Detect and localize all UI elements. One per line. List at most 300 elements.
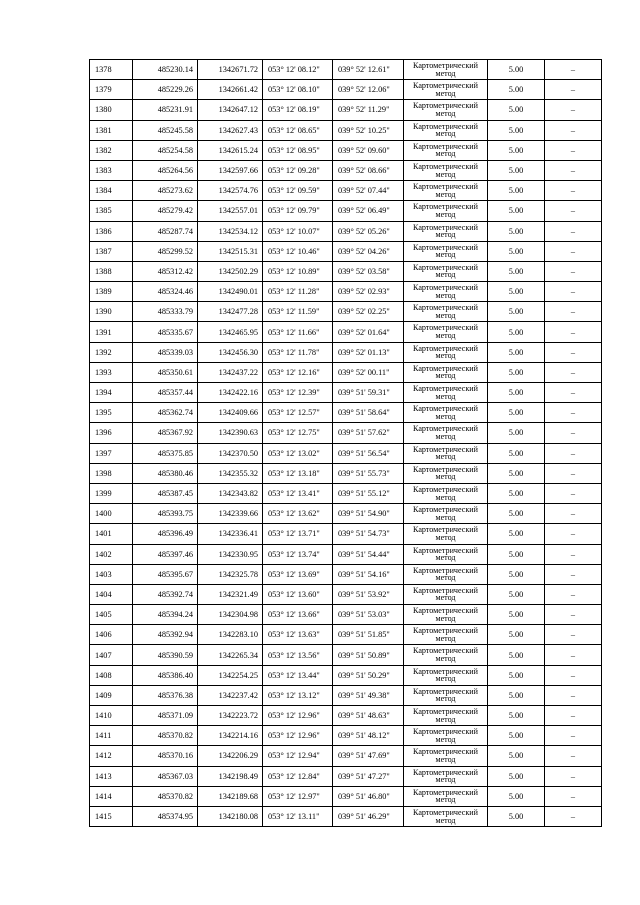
y-coordinate-cell: 1342390.63 bbox=[198, 423, 263, 443]
latitude-cell: 053° 12' 13.11" bbox=[263, 806, 333, 826]
longitude-cell: 039° 52' 08.66" bbox=[333, 160, 404, 180]
x-coordinate-cell: 485230.14 bbox=[133, 60, 198, 80]
longitude-cell: 039° 51' 54.73" bbox=[333, 524, 404, 544]
y-coordinate-cell: 1342343.82 bbox=[198, 483, 263, 503]
latitude-cell: 053° 12' 13.18" bbox=[263, 463, 333, 483]
x-coordinate-cell: 485229.26 bbox=[133, 80, 198, 100]
x-coordinate-cell: 485339.03 bbox=[133, 342, 198, 362]
x-coordinate-cell: 485394.24 bbox=[133, 605, 198, 625]
table-row bbox=[90, 362, 602, 382]
x-coordinate-cell: 485370.82 bbox=[133, 726, 198, 746]
precision-cell: 5.00 bbox=[488, 160, 545, 180]
note-cell: – bbox=[545, 665, 602, 685]
method-cell: Картометрический метод bbox=[404, 261, 488, 281]
point-number-cell: 1389 bbox=[90, 282, 133, 302]
table-row bbox=[90, 302, 602, 322]
precision-cell: 5.00 bbox=[488, 201, 545, 221]
precision-cell: 5.00 bbox=[488, 605, 545, 625]
latitude-cell: 053° 12' 09.79" bbox=[263, 201, 333, 221]
table-row bbox=[90, 140, 602, 160]
method-cell: Картометрический метод bbox=[404, 322, 488, 342]
note-cell: – bbox=[545, 160, 602, 180]
point-number-cell: 1412 bbox=[90, 746, 133, 766]
note-cell: – bbox=[545, 746, 602, 766]
point-number-cell: 1407 bbox=[90, 645, 133, 665]
latitude-cell: 053° 12' 12.75" bbox=[263, 423, 333, 443]
method-cell: Картометрический метод bbox=[404, 201, 488, 221]
table-row bbox=[90, 443, 602, 463]
latitude-cell: 053° 12' 11.78" bbox=[263, 342, 333, 362]
table-row bbox=[90, 483, 602, 503]
table-row bbox=[90, 504, 602, 524]
longitude-cell: 039° 51' 54.44" bbox=[333, 544, 404, 564]
note-cell: – bbox=[545, 60, 602, 80]
y-coordinate-cell: 1342574.76 bbox=[198, 181, 263, 201]
method-cell: Картометрический метод bbox=[404, 383, 488, 403]
point-number-cell: 1392 bbox=[90, 342, 133, 362]
method-cell: Картометрический метод bbox=[404, 524, 488, 544]
x-coordinate-cell: 485392.94 bbox=[133, 625, 198, 645]
point-number-cell: 1403 bbox=[90, 564, 133, 584]
precision-cell: 5.00 bbox=[488, 241, 545, 261]
point-number-cell: 1381 bbox=[90, 120, 133, 140]
y-coordinate-cell: 1342422.16 bbox=[198, 383, 263, 403]
y-coordinate-cell: 1342325.78 bbox=[198, 564, 263, 584]
point-number-cell: 1379 bbox=[90, 80, 133, 100]
note-cell: – bbox=[545, 362, 602, 382]
method-cell: Картометрический метод bbox=[404, 140, 488, 160]
longitude-cell: 039° 52' 02.93" bbox=[333, 282, 404, 302]
method-cell: Картометрический метод bbox=[404, 160, 488, 180]
latitude-cell: 053° 12' 10.89" bbox=[263, 261, 333, 281]
y-coordinate-cell: 1342557.01 bbox=[198, 201, 263, 221]
note-cell: – bbox=[545, 322, 602, 342]
latitude-cell: 053° 12' 13.44" bbox=[263, 665, 333, 685]
precision-cell: 5.00 bbox=[488, 706, 545, 726]
note-cell: – bbox=[545, 241, 602, 261]
note-cell: – bbox=[545, 564, 602, 584]
precision-cell: 5.00 bbox=[488, 564, 545, 584]
note-cell: – bbox=[545, 605, 602, 625]
latitude-cell: 053° 12' 13.63" bbox=[263, 625, 333, 645]
table-row bbox=[90, 282, 602, 302]
note-cell: – bbox=[545, 706, 602, 726]
x-coordinate-cell: 485279.42 bbox=[133, 201, 198, 221]
longitude-cell: 039° 52' 06.49" bbox=[333, 201, 404, 221]
point-number-cell: 1404 bbox=[90, 584, 133, 604]
y-coordinate-cell: 1342490.01 bbox=[198, 282, 263, 302]
method-cell: Картометрический метод bbox=[404, 806, 488, 826]
precision-cell: 5.00 bbox=[488, 261, 545, 281]
note-cell: – bbox=[545, 625, 602, 645]
method-cell: Картометрический метод bbox=[404, 181, 488, 201]
method-cell: Картометрический метод bbox=[404, 605, 488, 625]
longitude-cell: 039° 51' 47.69" bbox=[333, 746, 404, 766]
note-cell: – bbox=[545, 766, 602, 786]
method-cell: Картометрический метод bbox=[404, 625, 488, 645]
method-cell: Картометрический метод bbox=[404, 100, 488, 120]
point-number-cell: 1409 bbox=[90, 685, 133, 705]
longitude-cell: 039° 51' 58.64" bbox=[333, 403, 404, 423]
longitude-cell: 039° 51' 47.27" bbox=[333, 766, 404, 786]
point-number-cell: 1387 bbox=[90, 241, 133, 261]
method-cell: Картометрический метод bbox=[404, 463, 488, 483]
table-row bbox=[90, 120, 602, 140]
latitude-cell: 053° 12' 12.39" bbox=[263, 383, 333, 403]
longitude-cell: 039° 51' 55.12" bbox=[333, 483, 404, 503]
latitude-cell: 053° 12' 11.28" bbox=[263, 282, 333, 302]
point-number-cell: 1388 bbox=[90, 261, 133, 281]
point-number-cell: 1399 bbox=[90, 483, 133, 503]
latitude-cell: 053° 12' 12.57" bbox=[263, 403, 333, 423]
y-coordinate-cell: 1342647.12 bbox=[198, 100, 263, 120]
table-row bbox=[90, 706, 602, 726]
note-cell: – bbox=[545, 584, 602, 604]
table-row bbox=[90, 261, 602, 281]
latitude-cell: 053° 12' 13.41" bbox=[263, 483, 333, 503]
note-cell: – bbox=[545, 201, 602, 221]
x-coordinate-cell: 485396.49 bbox=[133, 524, 198, 544]
latitude-cell: 053° 12' 10.46" bbox=[263, 241, 333, 261]
note-cell: – bbox=[545, 524, 602, 544]
method-cell: Картометрический метод bbox=[404, 584, 488, 604]
y-coordinate-cell: 1342189.68 bbox=[198, 786, 263, 806]
point-number-cell: 1406 bbox=[90, 625, 133, 645]
longitude-cell: 039° 51' 53.03" bbox=[333, 605, 404, 625]
latitude-cell: 053° 12' 13.02" bbox=[263, 443, 333, 463]
longitude-cell: 039° 51' 57.62" bbox=[333, 423, 404, 443]
x-coordinate-cell: 485367.03 bbox=[133, 766, 198, 786]
precision-cell: 5.00 bbox=[488, 524, 545, 544]
latitude-cell: 053° 12' 09.59" bbox=[263, 181, 333, 201]
table-row bbox=[90, 181, 602, 201]
x-coordinate-cell: 485392.74 bbox=[133, 584, 198, 604]
table-row bbox=[90, 423, 602, 443]
longitude-cell: 039° 51' 48.12" bbox=[333, 726, 404, 746]
x-coordinate-cell: 485380.46 bbox=[133, 463, 198, 483]
y-coordinate-cell: 1342180.08 bbox=[198, 806, 263, 826]
y-coordinate-cell: 1342465.95 bbox=[198, 322, 263, 342]
table-row bbox=[90, 383, 602, 403]
precision-cell: 5.00 bbox=[488, 383, 545, 403]
precision-cell: 5.00 bbox=[488, 665, 545, 685]
y-coordinate-cell: 1342321.49 bbox=[198, 584, 263, 604]
point-number-cell: 1400 bbox=[90, 504, 133, 524]
point-number-cell: 1386 bbox=[90, 221, 133, 241]
point-number-cell: 1402 bbox=[90, 544, 133, 564]
x-coordinate-cell: 485374.95 bbox=[133, 806, 198, 826]
table-row bbox=[90, 342, 602, 362]
precision-cell: 5.00 bbox=[488, 100, 545, 120]
method-cell: Картометрический метод bbox=[404, 786, 488, 806]
point-number-cell: 1378 bbox=[90, 60, 133, 80]
note-cell: – bbox=[545, 383, 602, 403]
table-row bbox=[90, 564, 602, 584]
y-coordinate-cell: 1342661.42 bbox=[198, 80, 263, 100]
y-coordinate-cell: 1342339.66 bbox=[198, 504, 263, 524]
latitude-cell: 053° 12' 12.96" bbox=[263, 726, 333, 746]
longitude-cell: 039° 52' 09.60" bbox=[333, 140, 404, 160]
method-cell: Картометрический метод bbox=[404, 80, 488, 100]
x-coordinate-cell: 485254.58 bbox=[133, 140, 198, 160]
note-cell: – bbox=[545, 463, 602, 483]
longitude-cell: 039° 51' 48.63" bbox=[333, 706, 404, 726]
table-row bbox=[90, 463, 602, 483]
x-coordinate-cell: 485397.46 bbox=[133, 544, 198, 564]
y-coordinate-cell: 1342355.32 bbox=[198, 463, 263, 483]
note-cell: – bbox=[545, 483, 602, 503]
point-number-cell: 1390 bbox=[90, 302, 133, 322]
precision-cell: 5.00 bbox=[488, 786, 545, 806]
precision-cell: 5.00 bbox=[488, 403, 545, 423]
latitude-cell: 053° 12' 12.97" bbox=[263, 786, 333, 806]
precision-cell: 5.00 bbox=[488, 80, 545, 100]
table-row bbox=[90, 160, 602, 180]
table-row bbox=[90, 605, 602, 625]
y-coordinate-cell: 1342237.42 bbox=[198, 685, 263, 705]
method-cell: Картометрический метод bbox=[404, 282, 488, 302]
x-coordinate-cell: 485324.46 bbox=[133, 282, 198, 302]
x-coordinate-cell: 485287.74 bbox=[133, 221, 198, 241]
table-row bbox=[90, 221, 602, 241]
y-coordinate-cell: 1342223.72 bbox=[198, 706, 263, 726]
y-coordinate-cell: 1342534.12 bbox=[198, 221, 263, 241]
y-coordinate-cell: 1342336.41 bbox=[198, 524, 263, 544]
method-cell: Картометрический метод bbox=[404, 221, 488, 241]
table-row bbox=[90, 60, 602, 80]
note-cell: – bbox=[545, 645, 602, 665]
point-number-cell: 1393 bbox=[90, 362, 133, 382]
x-coordinate-cell: 485350.61 bbox=[133, 362, 198, 382]
precision-cell: 5.00 bbox=[488, 60, 545, 80]
note-cell: – bbox=[545, 806, 602, 826]
method-cell: Картометрический метод bbox=[404, 241, 488, 261]
y-coordinate-cell: 1342370.50 bbox=[198, 443, 263, 463]
y-coordinate-cell: 1342515.31 bbox=[198, 241, 263, 261]
table-row bbox=[90, 524, 602, 544]
table-row bbox=[90, 806, 602, 826]
x-coordinate-cell: 485333.79 bbox=[133, 302, 198, 322]
y-coordinate-cell: 1342477.28 bbox=[198, 302, 263, 322]
table-row bbox=[90, 100, 602, 120]
note-cell: – bbox=[545, 403, 602, 423]
method-cell: Картометрический метод bbox=[404, 685, 488, 705]
method-cell: Картометрический метод bbox=[404, 120, 488, 140]
note-cell: – bbox=[545, 302, 602, 322]
longitude-cell: 039° 52' 01.64" bbox=[333, 322, 404, 342]
point-number-cell: 1380 bbox=[90, 100, 133, 120]
longitude-cell: 039° 51' 56.54" bbox=[333, 443, 404, 463]
x-coordinate-cell: 485357.44 bbox=[133, 383, 198, 403]
table-row bbox=[90, 645, 602, 665]
table-row bbox=[90, 685, 602, 705]
y-coordinate-cell: 1342437.22 bbox=[198, 362, 263, 382]
precision-cell: 5.00 bbox=[488, 362, 545, 382]
longitude-cell: 039° 51' 54.16" bbox=[333, 564, 404, 584]
note-cell: – bbox=[545, 504, 602, 524]
latitude-cell: 053° 12' 13.60" bbox=[263, 584, 333, 604]
x-coordinate-cell: 485362.74 bbox=[133, 403, 198, 423]
precision-cell: 5.00 bbox=[488, 140, 545, 160]
longitude-cell: 039° 51' 54.90" bbox=[333, 504, 404, 524]
method-cell: Картометрический метод bbox=[404, 443, 488, 463]
table-row bbox=[90, 241, 602, 261]
x-coordinate-cell: 485376.38 bbox=[133, 685, 198, 705]
precision-cell: 5.00 bbox=[488, 423, 545, 443]
x-coordinate-cell: 485273.62 bbox=[133, 181, 198, 201]
y-coordinate-cell: 1342409.66 bbox=[198, 403, 263, 423]
latitude-cell: 053° 12' 12.94" bbox=[263, 746, 333, 766]
note-cell: – bbox=[545, 786, 602, 806]
longitude-cell: 039° 52' 05.26" bbox=[333, 221, 404, 241]
precision-cell: 5.00 bbox=[488, 443, 545, 463]
longitude-cell: 039° 52' 02.25" bbox=[333, 302, 404, 322]
latitude-cell: 053° 12' 08.19" bbox=[263, 100, 333, 120]
x-coordinate-cell: 485371.09 bbox=[133, 706, 198, 726]
latitude-cell: 053° 12' 13.71" bbox=[263, 524, 333, 544]
longitude-cell: 039° 52' 10.25" bbox=[333, 120, 404, 140]
method-cell: Картометрический метод bbox=[404, 60, 488, 80]
longitude-cell: 039° 52' 12.06" bbox=[333, 80, 404, 100]
longitude-cell: 039° 51' 50.89" bbox=[333, 645, 404, 665]
precision-cell: 5.00 bbox=[488, 685, 545, 705]
note-cell: – bbox=[545, 726, 602, 746]
note-cell: – bbox=[545, 221, 602, 241]
method-cell: Картометрический метод bbox=[404, 544, 488, 564]
precision-cell: 5.00 bbox=[488, 766, 545, 786]
method-cell: Картометрический метод bbox=[404, 403, 488, 423]
precision-cell: 5.00 bbox=[488, 463, 545, 483]
y-coordinate-cell: 1342304.98 bbox=[198, 605, 263, 625]
point-number-cell: 1398 bbox=[90, 463, 133, 483]
table-row bbox=[90, 625, 602, 645]
table-row bbox=[90, 746, 602, 766]
latitude-cell: 053° 12' 08.95" bbox=[263, 140, 333, 160]
point-number-cell: 1396 bbox=[90, 423, 133, 443]
latitude-cell: 053° 12' 13.66" bbox=[263, 605, 333, 625]
longitude-cell: 039° 51' 46.80" bbox=[333, 786, 404, 806]
point-number-cell: 1384 bbox=[90, 181, 133, 201]
method-cell: Картометрический метод bbox=[404, 645, 488, 665]
point-number-cell: 1391 bbox=[90, 322, 133, 342]
x-coordinate-cell: 485245.58 bbox=[133, 120, 198, 140]
longitude-cell: 039° 52' 12.61" bbox=[333, 60, 404, 80]
note-cell: – bbox=[545, 261, 602, 281]
x-coordinate-cell: 485390.59 bbox=[133, 645, 198, 665]
precision-cell: 5.00 bbox=[488, 584, 545, 604]
y-coordinate-cell: 1342456.30 bbox=[198, 342, 263, 362]
table-row bbox=[90, 80, 602, 100]
longitude-cell: 039° 52' 00.11" bbox=[333, 362, 404, 382]
x-coordinate-cell: 485395.67 bbox=[133, 564, 198, 584]
precision-cell: 5.00 bbox=[488, 645, 545, 665]
table-row bbox=[90, 403, 602, 423]
latitude-cell: 053° 12' 13.56" bbox=[263, 645, 333, 665]
x-coordinate-cell: 485312.42 bbox=[133, 261, 198, 281]
note-cell: – bbox=[545, 120, 602, 140]
x-coordinate-cell: 485335.67 bbox=[133, 322, 198, 342]
longitude-cell: 039° 52' 03.58" bbox=[333, 261, 404, 281]
note-cell: – bbox=[545, 544, 602, 564]
point-number-cell: 1408 bbox=[90, 665, 133, 685]
precision-cell: 5.00 bbox=[488, 726, 545, 746]
y-coordinate-cell: 1342615.24 bbox=[198, 140, 263, 160]
precision-cell: 5.00 bbox=[488, 746, 545, 766]
precision-cell: 5.00 bbox=[488, 181, 545, 201]
point-number-cell: 1383 bbox=[90, 160, 133, 180]
point-number-cell: 1410 bbox=[90, 706, 133, 726]
table-row bbox=[90, 201, 602, 221]
latitude-cell: 053° 12' 13.12" bbox=[263, 685, 333, 705]
note-cell: – bbox=[545, 685, 602, 705]
x-coordinate-cell: 485299.52 bbox=[133, 241, 198, 261]
x-coordinate-cell: 485367.92 bbox=[133, 423, 198, 443]
method-cell: Картометрический метод bbox=[404, 483, 488, 503]
latitude-cell: 053° 12' 08.65" bbox=[263, 120, 333, 140]
y-coordinate-cell: 1342198.49 bbox=[198, 766, 263, 786]
latitude-cell: 053° 12' 09.28" bbox=[263, 160, 333, 180]
y-coordinate-cell: 1342283.10 bbox=[198, 625, 263, 645]
table-row bbox=[90, 766, 602, 786]
precision-cell: 5.00 bbox=[488, 504, 545, 524]
latitude-cell: 053° 12' 11.66" bbox=[263, 322, 333, 342]
y-coordinate-cell: 1342627.43 bbox=[198, 120, 263, 140]
longitude-cell: 039° 51' 59.31" bbox=[333, 383, 404, 403]
y-coordinate-cell: 1342502.29 bbox=[198, 261, 263, 281]
method-cell: Картометрический метод bbox=[404, 746, 488, 766]
precision-cell: 5.00 bbox=[488, 806, 545, 826]
longitude-cell: 039° 51' 49.38" bbox=[333, 685, 404, 705]
coordinates-table bbox=[89, 59, 602, 827]
note-cell: – bbox=[545, 181, 602, 201]
x-coordinate-cell: 485387.45 bbox=[133, 483, 198, 503]
point-number-cell: 1395 bbox=[90, 403, 133, 423]
latitude-cell: 053° 12' 13.69" bbox=[263, 564, 333, 584]
table-row bbox=[90, 665, 602, 685]
precision-cell: 5.00 bbox=[488, 322, 545, 342]
note-cell: – bbox=[545, 140, 602, 160]
point-number-cell: 1411 bbox=[90, 726, 133, 746]
precision-cell: 5.00 bbox=[488, 544, 545, 564]
latitude-cell: 053° 12' 12.16" bbox=[263, 362, 333, 382]
note-cell: – bbox=[545, 80, 602, 100]
table-row bbox=[90, 544, 602, 564]
note-cell: – bbox=[545, 443, 602, 463]
latitude-cell: 053° 12' 11.59" bbox=[263, 302, 333, 322]
note-cell: – bbox=[545, 282, 602, 302]
method-cell: Картометрический метод bbox=[404, 362, 488, 382]
method-cell: Картометрический метод bbox=[404, 342, 488, 362]
point-number-cell: 1382 bbox=[90, 140, 133, 160]
note-cell: – bbox=[545, 342, 602, 362]
latitude-cell: 053° 12' 10.07" bbox=[263, 221, 333, 241]
latitude-cell: 053° 12' 08.10" bbox=[263, 80, 333, 100]
y-coordinate-cell: 1342254.25 bbox=[198, 665, 263, 685]
precision-cell: 5.00 bbox=[488, 221, 545, 241]
x-coordinate-cell: 485231.91 bbox=[133, 100, 198, 120]
longitude-cell: 039° 52' 01.13" bbox=[333, 342, 404, 362]
latitude-cell: 053° 12' 12.96" bbox=[263, 706, 333, 726]
y-coordinate-cell: 1342597.66 bbox=[198, 160, 263, 180]
latitude-cell: 053° 12' 13.74" bbox=[263, 544, 333, 564]
method-cell: Картометрический метод bbox=[404, 423, 488, 443]
table-row bbox=[90, 786, 602, 806]
precision-cell: 5.00 bbox=[488, 625, 545, 645]
point-number-cell: 1401 bbox=[90, 524, 133, 544]
precision-cell: 5.00 bbox=[488, 483, 545, 503]
latitude-cell: 053° 12' 12.84" bbox=[263, 766, 333, 786]
x-coordinate-cell: 485386.40 bbox=[133, 665, 198, 685]
